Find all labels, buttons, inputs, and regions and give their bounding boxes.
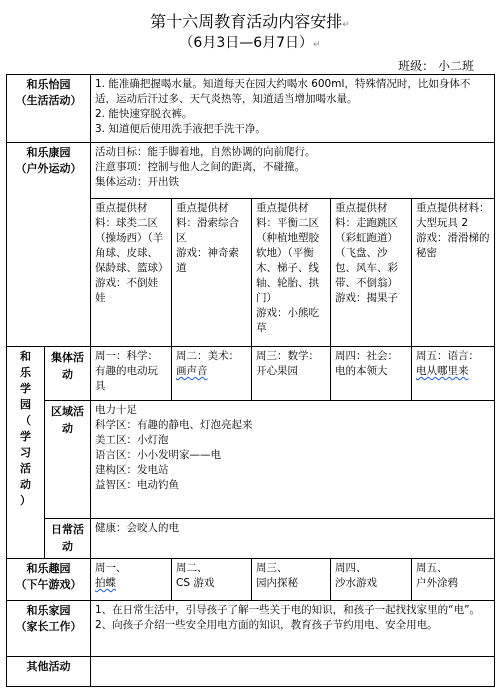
group-topic: 开心果园 <box>256 365 298 377</box>
home-header <box>7 601 91 657</box>
life-line-1: 1. 能准确把握喝水量。知道每天在园大约喝水 600ml，特殊情况时，比如身体不适，运动后汗过多、天气炎热等，知道适当增加喝水量。 <box>95 78 471 105</box>
page-subtitle <box>0 34 500 54</box>
daily-activity-label <box>45 519 91 559</box>
learn-header <box>7 347 45 559</box>
life-line-3: 3. 知道便后使用洗手液把手洗干净。 <box>95 123 266 135</box>
afternoon-game: 拍蝶 <box>95 577 116 589</box>
area-line: 科学区：有趣的静电、灯泡亮起来 <box>95 419 253 431</box>
sport-zone-1 <box>91 199 172 347</box>
row-afternoon <box>7 559 495 601</box>
group-tue <box>172 347 252 401</box>
learn-label-char: 学 <box>20 430 31 443</box>
paragraph-mark: ↵ <box>313 40 321 50</box>
area-line: 益智区：电动钓鱼 <box>95 479 179 491</box>
sport-header <box>7 143 91 347</box>
afternoon-day: 周三、 <box>256 562 288 574</box>
row-learn-group <box>7 347 495 401</box>
afternoon-game: 园内探秘 <box>256 577 298 589</box>
afternoon-day: 周一、 <box>95 562 127 574</box>
class-info <box>398 57 474 74</box>
afternoon-game: 沙水游戏 <box>335 577 377 589</box>
daily-label-text: 日常活动 <box>51 523 84 553</box>
home-line-2: 2、向孩子介绍一些安全用电方面的知识，教育孩子节约用电、安全用电。 <box>95 619 438 631</box>
sport-general-content <box>91 143 495 199</box>
afternoon-tue <box>172 559 252 601</box>
learn-label-char: 动 <box>20 478 31 491</box>
group-wed <box>252 347 331 401</box>
learn-label-char: 园 <box>20 398 31 411</box>
row-home <box>7 601 495 657</box>
title-text: 第十六周教育活动内容安排 <box>150 12 343 31</box>
afternoon-day: 周四、 <box>335 562 367 574</box>
other-header <box>7 657 91 687</box>
zone-game: 游戏：不倒娃娃 <box>95 277 158 304</box>
group-topic: 画声音 <box>176 365 208 377</box>
group-day: 周三：数学： <box>256 350 319 362</box>
learn-label-char: 乐 <box>20 366 31 379</box>
zone-game: 游戏：揭果子 <box>335 292 398 304</box>
afternoon-mon <box>91 559 172 601</box>
row-learn-daily <box>7 519 495 559</box>
area-activity-label <box>45 401 91 519</box>
group-topic: 电从哪里来 <box>416 365 469 377</box>
life-content <box>91 75 495 143</box>
group-mon <box>91 347 172 401</box>
daily-text: 健康：会咬人的电 <box>95 522 179 534</box>
group-day: 周一：科学： <box>95 350 158 362</box>
life-sublabel: （生活活动） <box>15 94 82 107</box>
group-label-text: 集体活动 <box>51 351 84 381</box>
home-sublabel: （家长工作） <box>15 620 82 633</box>
sport-zone-2 <box>172 199 252 347</box>
subtitle-text: （6月3日—6月7日） <box>179 35 314 51</box>
learn-label-char: （ <box>20 414 31 427</box>
life-line-2: 2. 能快速穿脱衣裤。 <box>95 108 193 120</box>
sport-zone-5 <box>412 199 495 347</box>
group-activity-label <box>45 347 91 401</box>
page-title <box>0 12 500 35</box>
area-line: 建构区：发电站 <box>95 464 169 476</box>
home-line-1: 1、在日常生活中，引导孩子了解一些关于电的知识，和孩子一起找找家里的“电”。 <box>95 604 481 616</box>
other-label: 其他活动 <box>26 660 71 673</box>
sport-zone-4 <box>331 199 412 347</box>
afternoon-fri <box>412 559 495 601</box>
other-content <box>91 657 495 687</box>
paragraph-mark: ↵ <box>342 20 350 30</box>
row-learn-area <box>7 401 495 519</box>
sport-note: 注意事项：控制与他人之间的距离，不碰撞。 <box>95 161 305 173</box>
sport-goal: 活动目标：能手脚着地，自然协调的向前爬行。 <box>95 146 316 158</box>
group-day: 周五：语言： <box>416 350 479 362</box>
afternoon-sublabel: （下午游戏） <box>15 578 82 591</box>
sport-sublabel: （户外运动） <box>15 162 82 175</box>
sport-label: 和乐康园 <box>26 146 71 159</box>
area-label-text: 区域活动 <box>51 405 84 435</box>
learn-label-char: 学 <box>20 382 31 395</box>
home-content <box>91 601 495 657</box>
area-content <box>91 401 495 519</box>
zone-game: 游戏：神奇索道 <box>176 247 239 274</box>
sport-group: 集体运动：开出铁 <box>95 176 179 188</box>
class-value: 小二班 <box>437 59 474 73</box>
afternoon-wed <box>252 559 331 601</box>
group-day: 周二：美术： <box>176 350 239 362</box>
zone-material: 重点提供材料：平衡二区（种植地塑胶软地）（平衡木、梯子、线轴、轮胎、拱门） <box>256 202 319 304</box>
afternoon-label: 和乐趣园 <box>26 562 71 575</box>
afternoon-header <box>7 559 91 601</box>
zone-game: 游戏：小熊吃草 <box>256 307 319 334</box>
schedule-table <box>6 74 495 687</box>
group-topic: 有趣的电动玩具 <box>95 365 158 392</box>
zone-game: 游戏：滑滑梯的秘密 <box>416 232 490 259</box>
group-topic: 电的本领大 <box>335 365 388 377</box>
zone-material: 重点提供材料：球类二区（操场西）（羊角球、皮球、保龄球、篮球） <box>95 202 169 274</box>
learn-label-char: 习 <box>20 446 31 459</box>
zone-material: 重点提供材料：滑索综合区 <box>176 202 239 244</box>
area-line: 语言区：小小发明家——电 <box>95 449 221 461</box>
learn-label-char: ） <box>20 494 31 507</box>
zone-material: 重点提供材料：走跑跳区（彩虹跑道）（飞盘、沙包、风车、彩带、不倒翁） <box>335 202 398 289</box>
zone-material: 重点提供材料：大型玩具 2 <box>416 202 490 229</box>
afternoon-game: 户外涂鸦 <box>416 577 458 589</box>
group-day: 周四：社会： <box>335 350 398 362</box>
daily-content <box>91 519 495 559</box>
group-fri <box>412 347 495 401</box>
class-label: 班级： <box>398 59 435 73</box>
area-line: 美工区：小灯泡 <box>95 434 169 446</box>
learn-label-char: 和 <box>20 350 31 363</box>
group-thu <box>331 347 412 401</box>
learn-label-char: 活 <box>20 462 31 475</box>
home-label: 和乐家园 <box>26 604 71 617</box>
sport-zone-3 <box>252 199 331 347</box>
row-sport-general <box>7 143 495 199</box>
row-life <box>7 75 495 143</box>
afternoon-game: CS 游戏 <box>176 577 215 589</box>
life-header <box>7 75 91 143</box>
afternoon-day: 周五、 <box>416 562 448 574</box>
afternoon-day: 周二、 <box>176 562 208 574</box>
afternoon-thu <box>331 559 412 601</box>
row-other <box>7 657 495 687</box>
area-line: 电力十足 <box>95 404 137 416</box>
life-label: 和乐怡园 <box>26 78 71 91</box>
